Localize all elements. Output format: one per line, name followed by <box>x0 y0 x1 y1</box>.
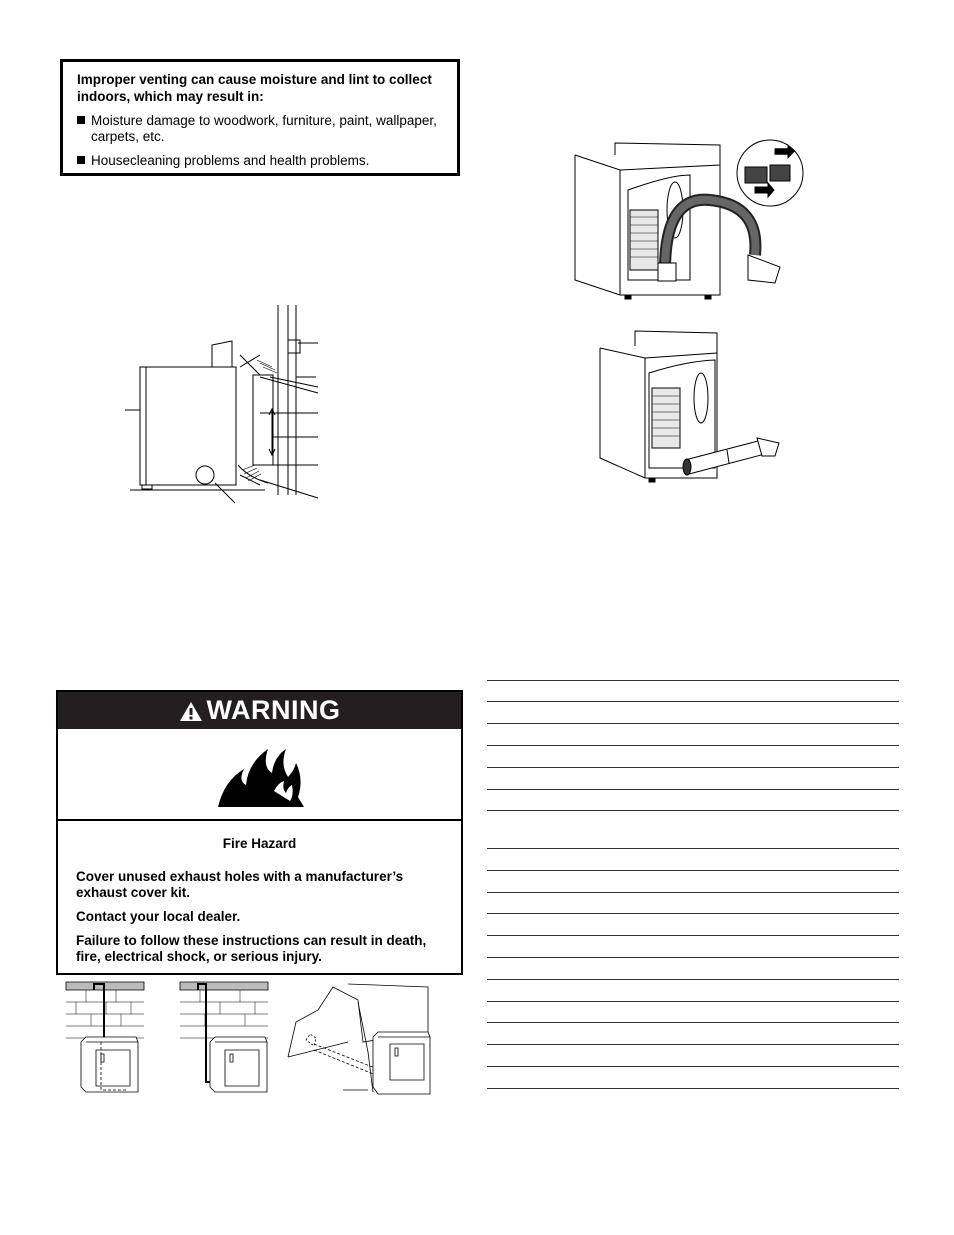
fire-hazard-warning-box <box>56 690 463 975</box>
notice-list-item: Moisture damage to woodwork, furniture, paint, wallpaper, carpets, etc. <box>77 113 445 145</box>
warning-body <box>58 836 461 965</box>
ruled-line <box>487 935 899 936</box>
warning-icon-zone <box>58 729 461 821</box>
flame-icon <box>216 741 306 809</box>
notice-list <box>77 113 445 169</box>
dryer-flexible-hose-diagram <box>570 135 805 300</box>
ruled-line <box>487 979 899 980</box>
ruled-line <box>487 701 899 702</box>
notice-list-item: Housecleaning problems and health problems. <box>77 153 445 169</box>
ruled-line <box>487 892 899 893</box>
warning-line: Failure to follow these instructions can result in death, fire, electrical shock, or serious injury. <box>76 933 427 964</box>
basement-install-diagram-2 <box>180 982 270 1097</box>
ruled-line <box>487 745 899 746</box>
bullet-square-icon <box>77 116 85 124</box>
bullet-square-icon <box>77 156 85 164</box>
ruled-line <box>487 723 899 724</box>
ruled-line <box>487 870 899 871</box>
ruled-line <box>487 1044 899 1045</box>
ruled-line <box>487 789 899 790</box>
venting-notice-box <box>60 59 460 176</box>
ruled-line <box>487 848 899 849</box>
ruled-line <box>487 957 899 958</box>
warning-triangle-icon <box>179 701 203 722</box>
basement-install-diagram-1 <box>66 982 148 1097</box>
warning-banner <box>58 692 461 729</box>
vent-side-view-diagram <box>120 305 330 510</box>
ruled-line <box>487 1088 899 1089</box>
ruled-line <box>487 810 899 811</box>
notice-heading: Improper venting can cause moisture and lint to collect indoors, which may result in: <box>77 72 432 104</box>
ruled-line <box>487 1022 899 1023</box>
warning-line: Cover unused exhaust holes with a manufacturer’s exhaust cover kit. <box>76 869 404 900</box>
ruled-line <box>487 767 899 768</box>
ruled-line <box>487 913 899 914</box>
dryer-rigid-duct-diagram <box>597 328 787 493</box>
crawlspace-install-diagram <box>288 982 438 1097</box>
warning-title: Fire Hazard <box>222 836 297 851</box>
ruled-line <box>487 1001 899 1002</box>
warning-line: Contact your local dealer. <box>76 909 241 924</box>
ruled-line <box>487 1066 899 1067</box>
ruled-line <box>487 680 899 681</box>
warning-label: WARNING <box>206 695 341 725</box>
